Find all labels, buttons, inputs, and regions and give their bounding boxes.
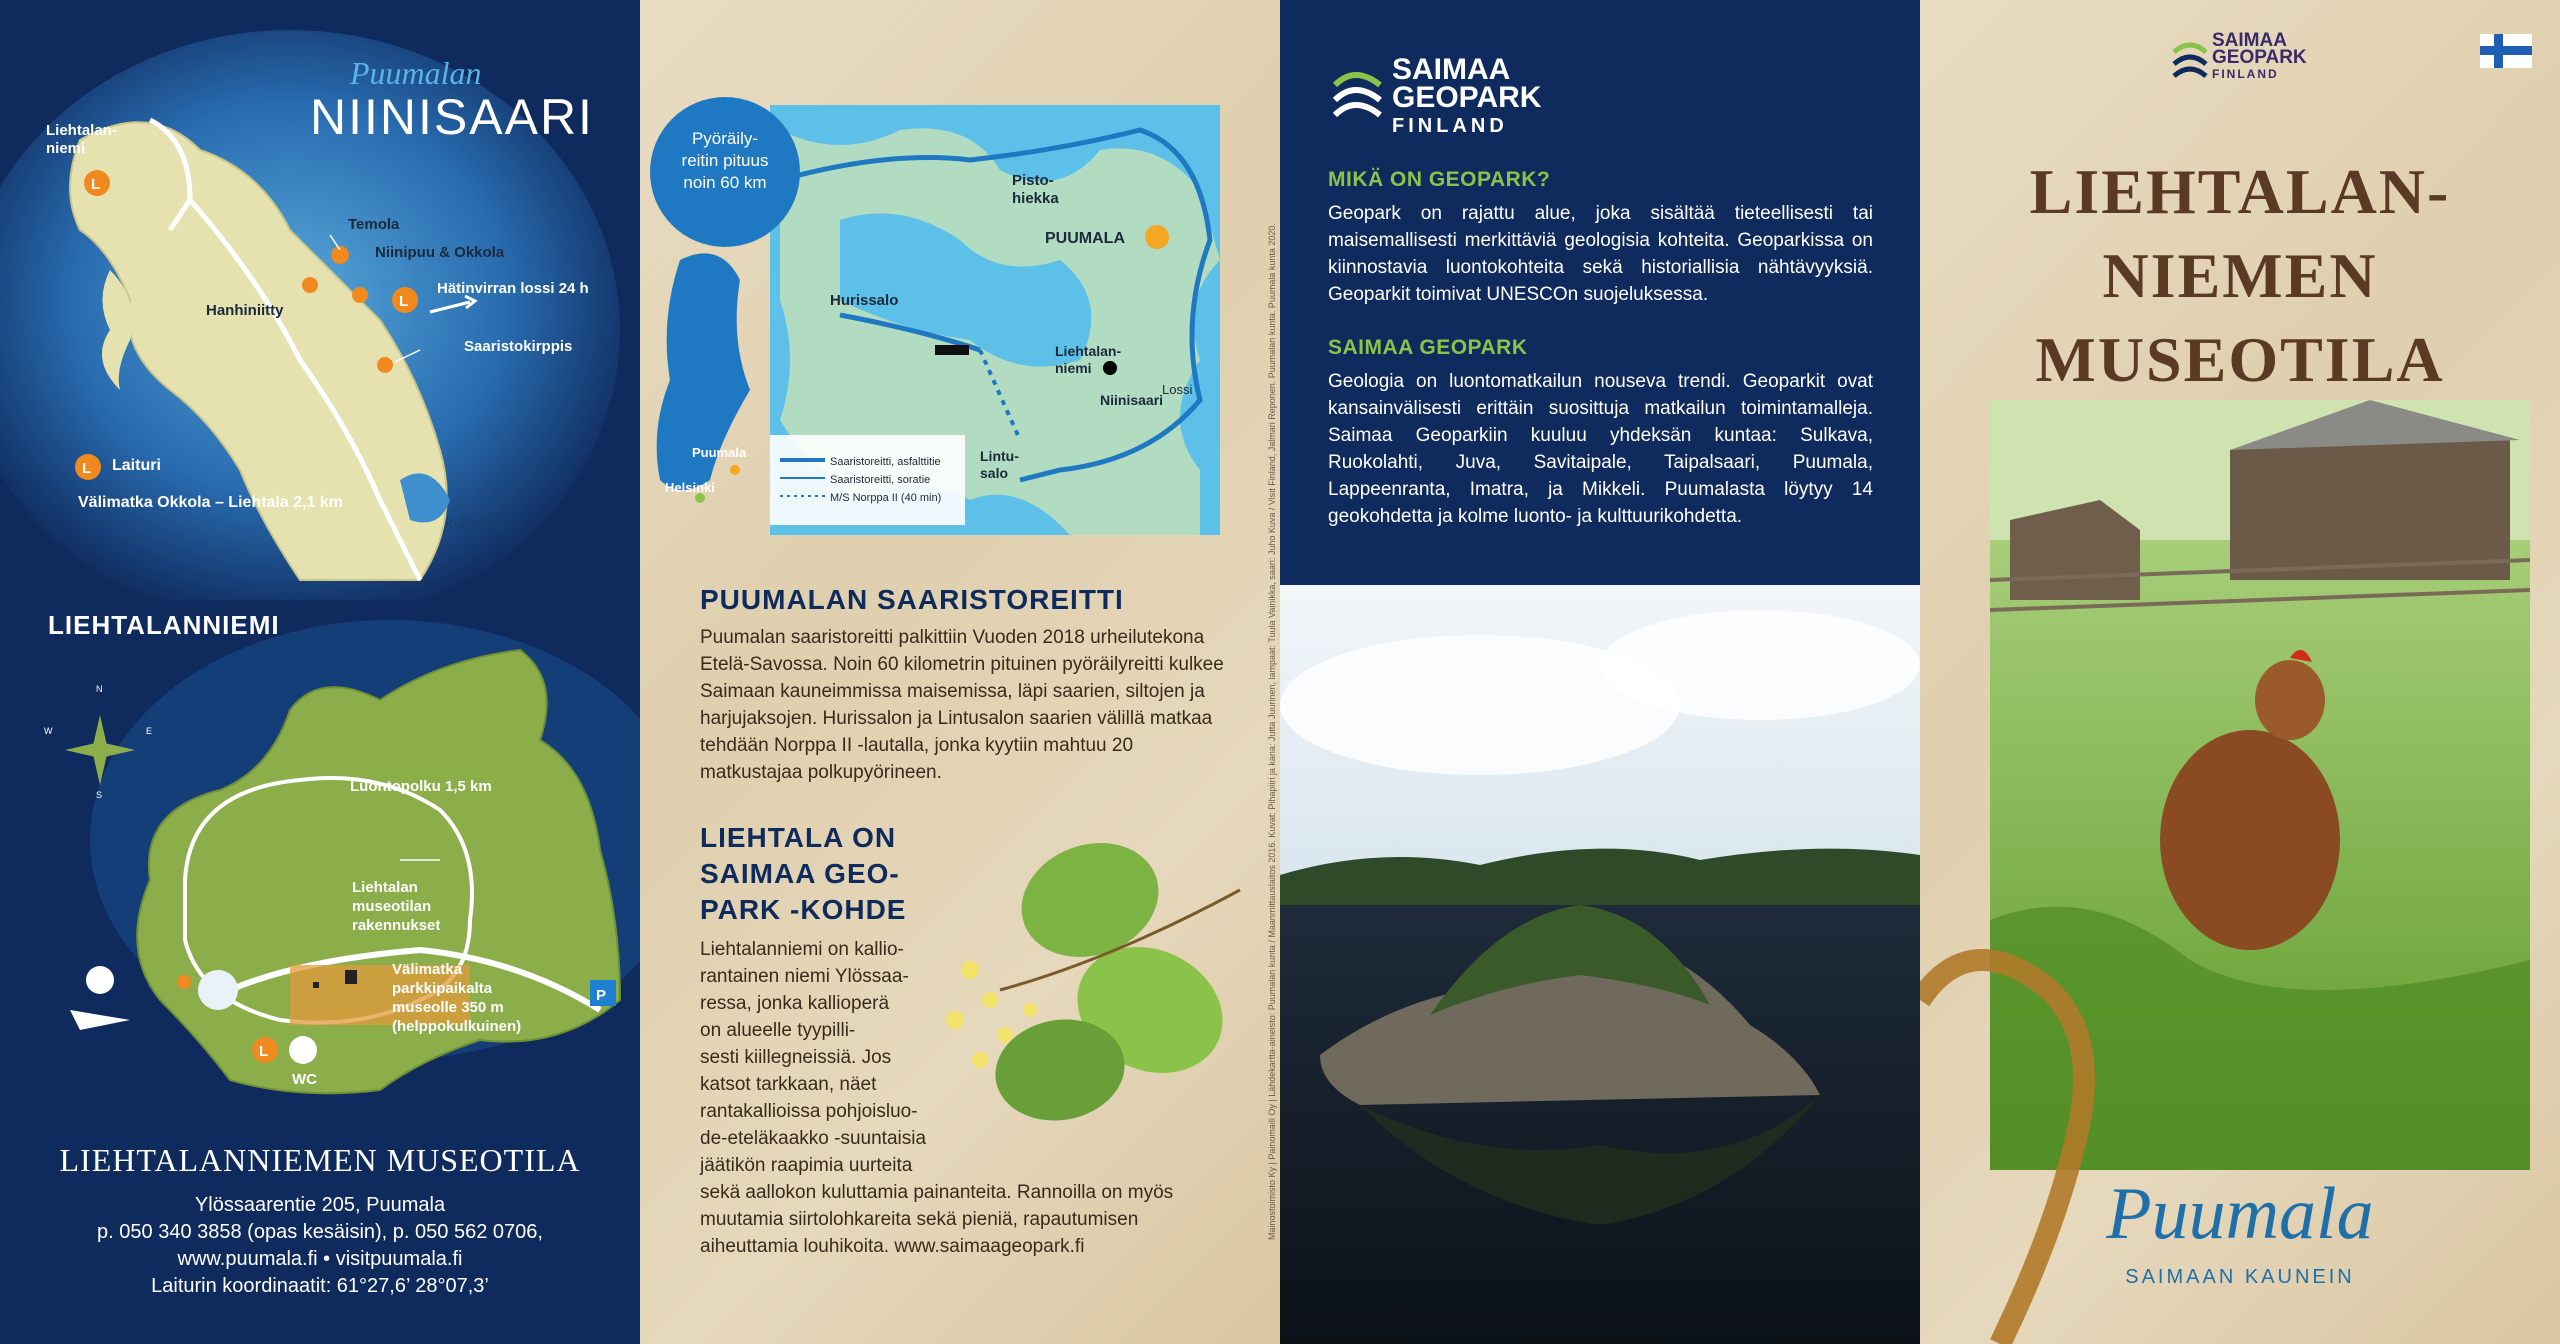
q2-body: Geologia on luontomatkailun nouseva trendi. Geoparkit ovat kansainvälisesti erittäin suosittuja matkailun toimintamalleja. Saimaa Geoparkiin kuuluu yhdeksän kuntaa: Sulkava, Ruokolahti, Juva, Savitaipale, Taipalsaari, Puumala, Lappeenranta, Imatra, ja Mikkeli. Puumalasta löytyy 14 geokohdetta ja kolme luonto- ja kulttuurikohdetta. (1328, 371, 1873, 527)
section-title-geopark-kohde: LIEHTALA ON SAIMAA GEO- PARK -KOHDE (700, 822, 907, 925)
puumala-tagline: SAIMAAN KAUNEIN (2125, 1266, 2355, 1288)
contact-coordinates: Laiturin koordinaatit: 61°27,6’ 28°07,3’ (151, 1275, 489, 1297)
label-laituri: Laituri (112, 457, 161, 474)
svg-text:S: S (96, 790, 103, 800)
label-hatinvirta: Hätinvirran lossi 24 h (437, 280, 589, 297)
section-title-liehtalanniemi: LIEHTALANNIEMI (48, 610, 280, 640)
map-title-script: Puumalan (350, 55, 482, 91)
chicken-icon (2160, 730, 2340, 950)
label-valimatka: Välimatka Okkola – Liehtala 2,1 km (78, 494, 344, 511)
q2-title: SAIMAA GEOPARK (1328, 336, 1528, 359)
label-luontopolku: Luontopolku 1,5 km (350, 778, 492, 795)
label-buildings: Liehtalan museotilan rakennukset (352, 879, 441, 934)
map-label-helsinki: Helsinki (665, 480, 715, 495)
poi-niinipuu-dot (352, 287, 368, 303)
saimaa-geopark-logo-icon (1330, 55, 1384, 135)
saaristoreitti-map (640, 0, 1280, 560)
panel-maps (0, 0, 640, 1344)
contact-block (0, 1192, 640, 1300)
linden-flower-illustration (910, 820, 1250, 1160)
q1-body: Geopark on rajattu alue, joka sisältää tieteellisesti tai maisemallisesti merkittäviä geologisia kohteita. Geoparkissa on kiinnostavia luontokohteita sekä historiallisia nähtävyyksiä. Geoparkit toimivat UNESCOn suojeluksessa. (1328, 203, 1873, 305)
route-length-text: Pyöräily- reitin pituus noin 60 km (681, 129, 769, 192)
contact-phone: p. 050 340 3858 (opas kesäisin), p. 050 562 0706, (97, 1221, 543, 1243)
label-parking-distance: Välimatka parkkipaikalta museolle 350 m (helppokulkuinen) (392, 961, 522, 1035)
contact-address: Ylössaarentie 205, Puumala (194, 1194, 446, 1216)
wc-icon (289, 1036, 317, 1064)
label-liehtalanniemi: Liehtalan- niemi (46, 122, 117, 157)
section-title-saaristoreitti: PUUMALAN SAARISTOREITTI (700, 584, 1124, 615)
svg-text:P: P (596, 987, 607, 1004)
svg-text:L: L (259, 1043, 269, 1060)
ferry-icon (935, 345, 969, 355)
section-body-saaristoreitti: Puumalan saaristoreitti palkittiin Vuoden 2018 urheilutekona Etelä-Savossa. Noin 60 kilometrin pituinen pyöräilyreitti kulkee Saimaan kauneimmissa maisemissa, läpi saarien, siltojen ja harjujaksojen. Hurissalon ja Lintusalon saarien välillä matkaa tehdään Norppa II -lautalla, jonka kyytiin mahtuu 20 matkustajaa polkupyörineen. (700, 627, 1224, 783)
geopark-logo-text: SAIMAA GEOPARK FINLAND (1392, 53, 1542, 137)
svg-text:N: N (96, 684, 103, 694)
svg-text:WC: WC (292, 1071, 317, 1088)
svg-text:L: L (91, 176, 101, 193)
panel-saaristoreitti (640, 0, 1280, 1344)
panel-cover (1920, 0, 2560, 1344)
map-label-puumala: PUUMALA (1045, 230, 1125, 247)
label-saaristokirppis: Saaristokirppis (464, 338, 573, 355)
map-label-pistohiekka: Pisto- hiekka (1012, 172, 1059, 207)
label-temola: Temola (348, 216, 400, 233)
image-credits: Mainostoimisto Ky | Painomaili Oy | Lähdekartta-aineisto: Puumalan kunta / Maanmittauslaitos 2016. Kuvat: Pihapiiri ja kana: Jutta Juurinen, lampaat: Tuula Vainikka, saari: Juho Kuva / Visit Finland, Jalmari Reponen. Puumalan kunta. Puumala kunta 2020. (1267, 223, 1277, 1240)
lake-island-photo (1280, 585, 1920, 1344)
saimaa-geopark-small-logo-icon (2170, 30, 2210, 86)
map-label-puumala-small: Puumala (692, 445, 747, 460)
panel-geopark (1280, 0, 1920, 1344)
label-niinipuu: Niinipuu & Okkola (375, 244, 505, 261)
poi-saaristokirppis-dot (377, 357, 393, 373)
puumala-brand: Puumala (2106, 1173, 2374, 1255)
campfire-icon (70, 1010, 130, 1030)
svg-text:E: E (146, 726, 153, 736)
contact-title: LIEHTALANNIEMEN MUSEOTILA (59, 1142, 581, 1178)
liehtalanniemi-map (0, 620, 640, 1120)
map-label-niinisaari: Niinisaari (1100, 392, 1164, 408)
svg-text:W: W (44, 726, 53, 736)
section-body-geopark-wide: sekä aallokon kuluttamia painanteita. Rannoilla on myös muutamia siirtolohkareita sekä pieniä, rapautumisen aiheuttamia louhikoita. www.saimaageopark.fi (700, 1182, 1174, 1257)
finnish-flag-icon (2480, 34, 2532, 68)
map-legend: Saaristoreitti, asfalttitie Saaristoreitti, soratie M/S Norppa II (40 min) (830, 456, 942, 504)
poi-hanhiniitty-dot (302, 277, 318, 293)
map-label-lossi: Lossi (1162, 382, 1193, 397)
map-label-lintusalo: Lintu- salo (980, 448, 1019, 481)
cover-title: LIEHTALAN- NIEMEN MUSEOTILA (2029, 156, 2451, 395)
cover-logo-text: SAIMAA GEOPARK FINLAND (2212, 30, 2307, 81)
svg-text:L: L (82, 460, 92, 477)
q1-title: MIKÄ ON GEOPARK? (1328, 168, 1551, 191)
map-label-hurissalo: Hurissalo (830, 292, 899, 309)
map-label-liehtalanniemi: Liehtalan- niemi (1055, 343, 1122, 376)
museum-building-icon (345, 970, 357, 984)
map-title: NIINISAARI (310, 89, 594, 145)
label-hanhiniitty: Hanhiniitty (206, 302, 284, 319)
svg-text:L: L (399, 293, 409, 310)
contact-web[interactable]: www.puumala.fi • visitpuumala.fi (177, 1248, 463, 1270)
puumala-marker (1145, 225, 1169, 249)
label-kukkolampi: Kukkolampi (445, 516, 513, 531)
geopark-icon (198, 970, 238, 1010)
section-body-geopark-narrow: Liehtalanniemi on kallio- rantainen niemi Ylössaa- ressa, jonka kallioperä on alueelle tyypilli- sesti kiillegneissiä. Jos katsot tarkkaan, näet rantakallioissa pohjoisluo- de-eteläkaakko -suuntaisia jäätikön raapimia uurteita (700, 939, 927, 1176)
